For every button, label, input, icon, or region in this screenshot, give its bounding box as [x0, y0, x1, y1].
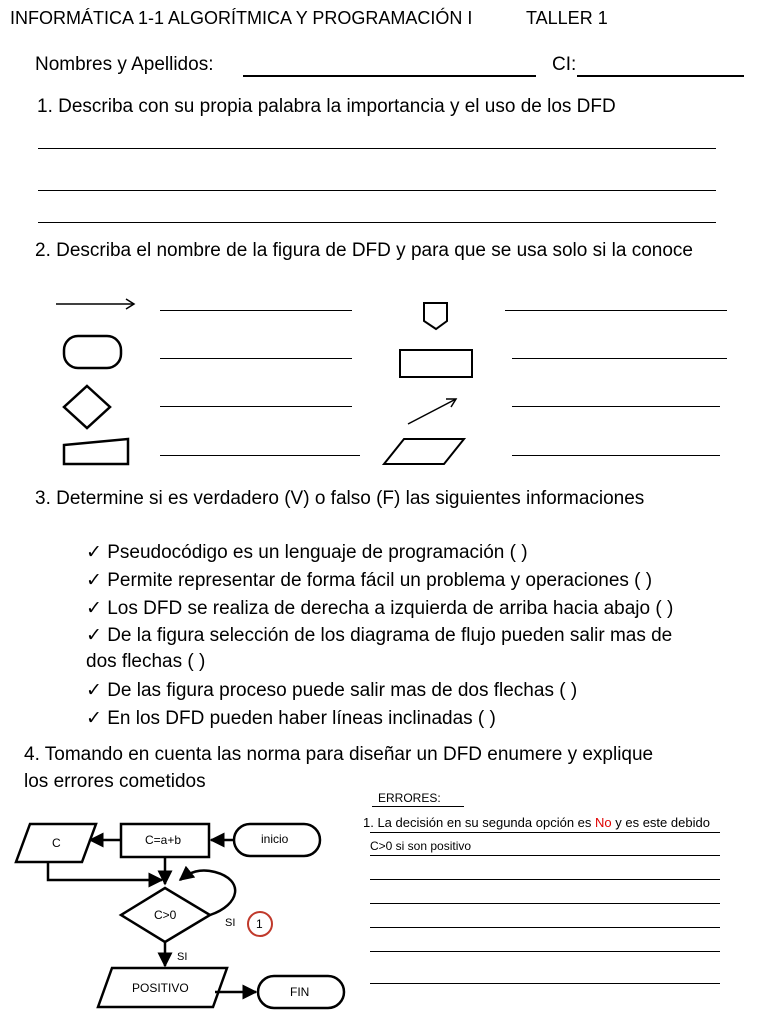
check-icon: ✓ — [86, 542, 102, 563]
question-2: 2. Describa el nombre de la figura de DFD y para que se usa solo si la conoce — [35, 240, 693, 261]
shape-answer-line[interactable] — [160, 455, 360, 456]
shape-answer-line[interactable] — [505, 310, 727, 311]
shape-answer-line[interactable] — [160, 406, 352, 407]
check-icon: ✓ — [86, 625, 102, 646]
tf-item-3: ✓ Los DFD se realiza de derecha a izquierda de arriba hacia abajo ( ) — [86, 598, 674, 619]
manual-input-shape — [64, 439, 128, 464]
tf-item-2: ✓ Permite representar de forma fácil un problema y operaciones ( ) — [86, 570, 653, 591]
offpage-connector-shape — [424, 303, 447, 329]
decision-shape — [64, 386, 110, 428]
diagonal-arrow-shape — [408, 399, 456, 424]
answer-line-1b[interactable] — [38, 190, 716, 191]
flow-end-label: FIN — [290, 985, 310, 999]
arrow-shape — [56, 299, 134, 309]
error-line[interactable] — [370, 983, 720, 984]
answer-line-1c[interactable] — [38, 222, 716, 223]
ci-blank-line[interactable] — [577, 75, 744, 77]
flow-output-positivo-label: POSITIVO — [132, 981, 189, 995]
error-line[interactable] — [370, 855, 720, 856]
ci-label: CI: — [552, 54, 577, 75]
check-icon: ✓ — [86, 598, 102, 619]
shape-answer-line[interactable] — [160, 310, 352, 311]
error-marker-number: 1 — [256, 917, 263, 931]
answer-line-1a[interactable] — [38, 148, 716, 149]
flow-output-c-label: C — [52, 836, 61, 850]
question-4-line2: los errores cometidos — [24, 771, 206, 792]
error-line[interactable] — [370, 879, 720, 880]
process-shape — [400, 350, 472, 377]
question-4-line1: 4. Tomando en cuenta las norma para diseñar un DFD enumere y explique — [24, 744, 654, 765]
tf-item-1: ✓ Pseudocódigo es un lenguaje de programación ( ) — [86, 542, 528, 563]
tf-item-4: ✓ De la figura selección de los diagrama de flujo pueden salir mas de — [86, 625, 673, 646]
tf-item-6: ✓ En los DFD pueden haber líneas inclinadas ( ) — [86, 708, 496, 729]
error-line[interactable] — [370, 951, 720, 952]
flow-process-label: C=a+b — [145, 833, 182, 847]
flow-start-label: inicio — [261, 832, 289, 846]
tf-item-5: ✓ De las figura proceso puede salir mas de dos flechas ( ) — [86, 680, 578, 701]
error-line[interactable] — [370, 903, 720, 904]
error-line[interactable] — [370, 832, 720, 833]
worksheet-title: INFORMÁTICA 1-1 ALGORÍTMICA Y PROGRAMACIÓN I — [10, 8, 473, 28]
flow-decision-label: C>0 — [154, 908, 177, 922]
shape-answer-line[interactable] — [160, 358, 352, 359]
errors-title: ERRORES: — [378, 791, 441, 805]
error-line[interactable] — [370, 927, 720, 928]
taller-label: TALLER 1 — [526, 8, 608, 28]
tf-item-4-cont: dos flechas ( ) — [86, 651, 206, 672]
question-1: 1. Describa con su propia palabra la importancia y el uso de los DFD — [37, 96, 616, 117]
check-icon: ✓ — [86, 570, 102, 591]
errors-title-underline — [372, 806, 464, 807]
terminal-shape — [64, 336, 121, 368]
check-icon: ✓ — [86, 708, 102, 729]
check-icon: ✓ — [86, 680, 102, 701]
flow-si-down: SI — [177, 951, 188, 963]
shape-answer-line[interactable] — [512, 358, 727, 359]
shape-answer-line[interactable] — [512, 455, 720, 456]
question-3: 3. Determine si es verdadero (V) o falso (F) las siguientes informaciones — [35, 488, 645, 509]
error-item-1-cont: C>0 si son positivo — [370, 839, 472, 853]
shape-answer-line[interactable] — [512, 406, 720, 407]
name-blank-line[interactable] — [243, 75, 536, 77]
error-item-1: 1. La decisión en su segunda opción es No y es este debido — [363, 815, 710, 830]
flow-si-right: SI — [225, 917, 236, 929]
name-label: Nombres y Apellidos: — [35, 54, 214, 75]
io-shape — [384, 439, 464, 464]
